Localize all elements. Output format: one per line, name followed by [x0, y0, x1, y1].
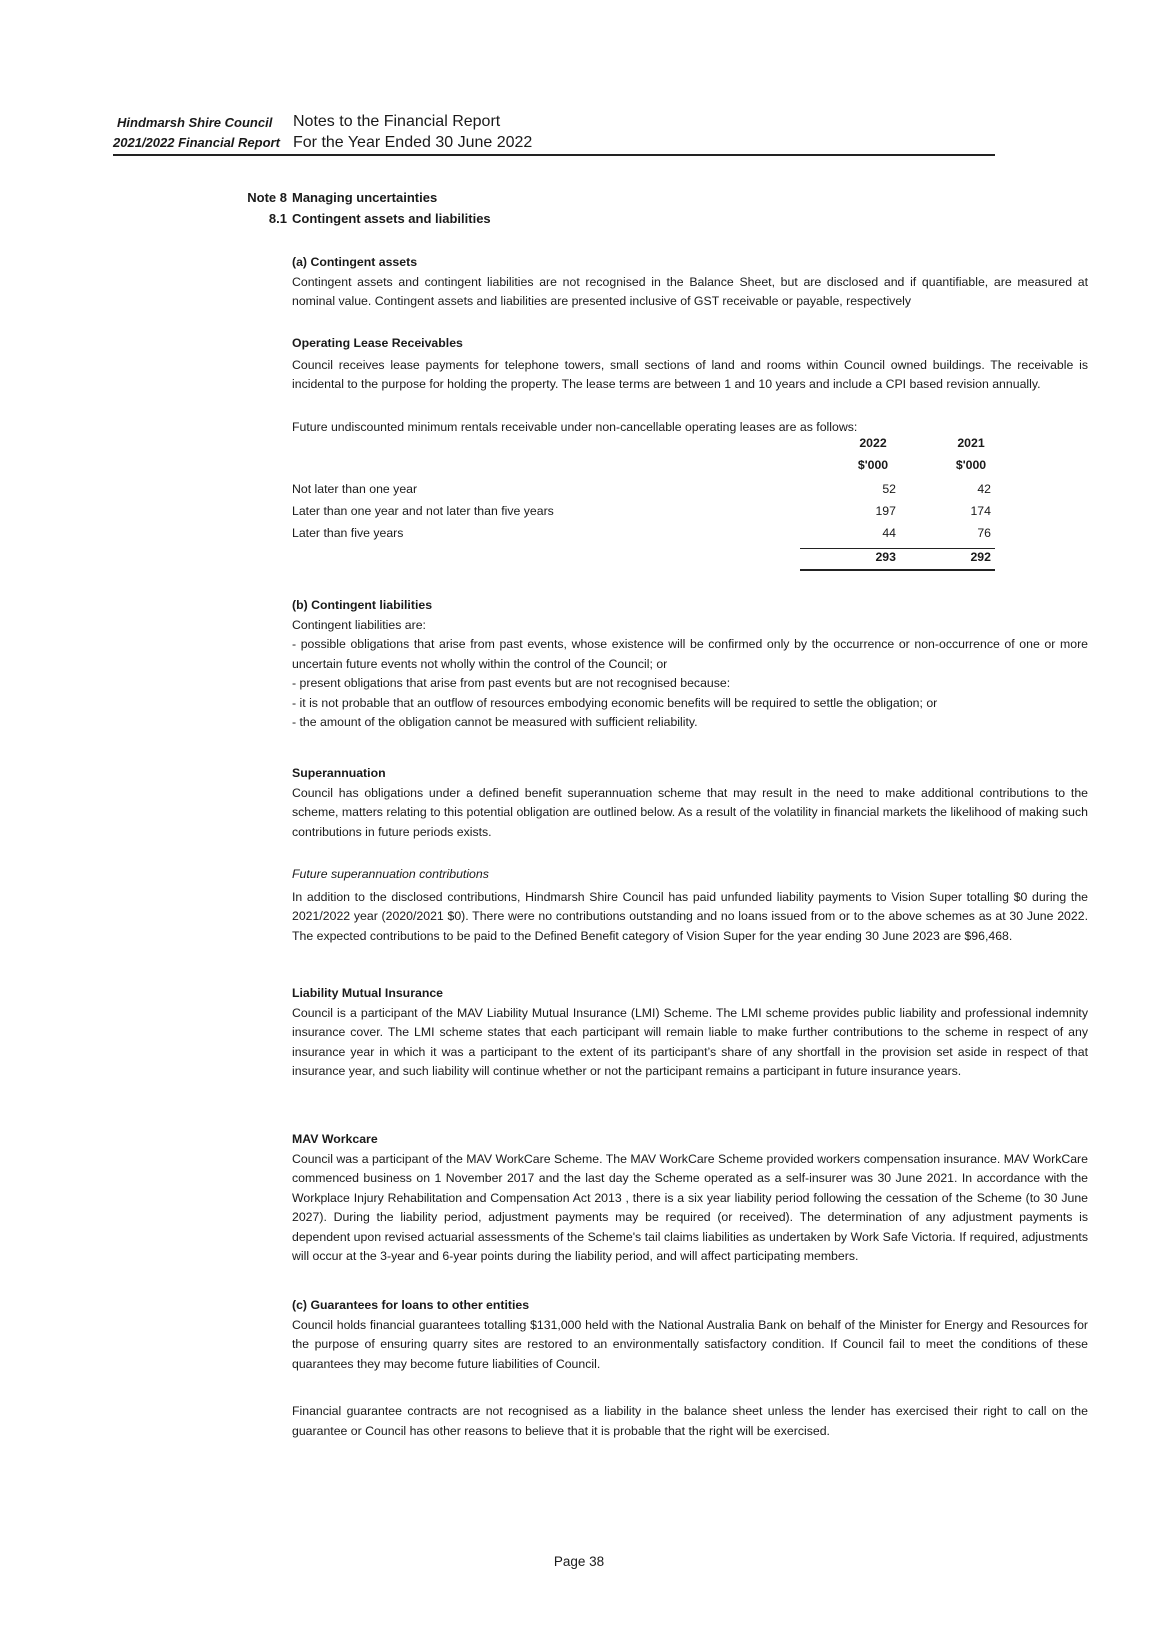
- row-label: Later than one year and not later than five years: [292, 504, 554, 518]
- contingent-liabilities-bullet: - possible obligations that arise from past events, whose existence will be confirmed only by the occurrence or non-occurrence of one or more uncertain future events not wholly within the control of the Council; or: [292, 637, 1088, 671]
- header-report: 2021/2022 Financial Report: [113, 135, 280, 150]
- sub-note-title: Contingent assets and liabilities: [292, 211, 491, 226]
- future-super-heading: Future superannuation contributions: [292, 867, 489, 881]
- contingent-liabilities-bullet: - it is not probable that an outflow of resources embodying economic benefits will be required to settle the obligation; or: [292, 695, 938, 710]
- operating-lease-heading: Operating Lease Receivables: [292, 336, 463, 350]
- guarantees-text: Council holds financial guarantees totalling $131,000 held with the National Australia Bank on behalf of the Minister for Energy and Resources for the purpose of ensuring quarry sites are restored to an environmentally satisfactory condition. If Council fail to meet the conditions of these quarantees they may become future liabilities of Council.: [292, 1317, 1088, 1371]
- row-value-2021: 42: [977, 482, 991, 496]
- row-label: Later than five years: [292, 526, 404, 540]
- row-value-2022: 44: [882, 526, 896, 540]
- workcare-section: [292, 1130, 1088, 1267]
- operating-lease-text: Council receives lease payments for telephone towers, small sections of land and rooms within Council owned buildings. The receivable is incidental to the purpose for holding the property. The lease terms are between 1 and 10 years and include a CPI based revision annually.: [292, 357, 1088, 391]
- contingent-liabilities-section: [292, 596, 1088, 733]
- superannuation-heading: Superannuation: [292, 766, 386, 780]
- contingent-liabilities-intro: Contingent liabilities are:: [292, 617, 426, 632]
- header-title: Notes to the Financial Report: [293, 113, 501, 130]
- workcare-text: Council was a participant of the MAV WorkCare Scheme. The MAV WorkCare Scheme provided workers compensation insurance. MAV WorkCare commenced business on 1 November 2017 and the last day the Scheme operated as a self-insurer was 30 June 2021. In accordance with the Workplace Injury Rehabilitation and Compensation Act 2013 , there is a six year liability period following the cessation of the Scheme (to 30 June 2027). During the liability period, adjustment payments may be required (or received). The determination of any adjustment payments is dependent upon revised actuarial assessments of the Scheme's tail claims liabilities as undertaken by Work Safe Victoria. If required, adjustments will occur at the 3-year and 6-year points during the liability period, and will affect participating members.: [292, 1151, 1088, 1263]
- row-value-2021: 174: [970, 504, 991, 518]
- row-value-2022: 197: [875, 504, 896, 518]
- contingent-liabilities-heading: (b) Contingent liabilities: [292, 598, 433, 612]
- row-label: Not later than one year: [292, 482, 418, 496]
- row-value-2021: 76: [977, 526, 991, 540]
- header-org: Hindmarsh Shire Council: [117, 115, 273, 130]
- contingent-assets-heading: (a) Contingent assets: [292, 255, 418, 269]
- guarantees-section: [292, 1296, 1088, 1374]
- guarantees-heading: (c) Guarantees for loans to other entities: [292, 1298, 530, 1312]
- table-total-row: [292, 550, 996, 570]
- superannuation-text: Council has obligations under a defined benefit superannuation scheme that may result in the need to make additional contributions to the scheme, matters relating to this potential obligation are outlined below. As a result of the volatility in financial markets the likelihood of making such contributions in future periods exists.: [292, 785, 1088, 839]
- contingent-assets-text: Contingent assets and contingent liabilities are not recognised in the Balance Sheet, but are disclosed and if quantifiable, are measured at nominal value. Contingent assets and liabilities are presented inclusive of GST receivable or payable, respectively: [292, 274, 1088, 308]
- contingent-assets-section: [292, 253, 1088, 312]
- table-total-rule-bottom: [800, 569, 995, 571]
- workcare-heading: MAV Workcare: [292, 1132, 378, 1146]
- lmi-heading: Liability Mutual Insurance: [292, 986, 444, 1000]
- note-number: Note 8: [247, 190, 287, 205]
- row-value-2022: 52: [882, 482, 896, 496]
- future-super-text: In addition to the disclosed contributions, Hindmarsh Shire Council has paid unfunded liability payments to Vision Super totalling $0 during the 2021/2022 year (2020/2021 $0). There were no contributions outstanding and no loans issued from or to the above schemes as at 30 June 2022. The expected contributions to be paid to the Defined Benefit category of Vision Super for the year ending 30 June 2023 are $96,468.: [292, 889, 1088, 943]
- total-2021: 292: [970, 550, 991, 564]
- guarantees-text-2: Financial guarantee contracts are not recognised as a liability in the balance sheet unless the lender has exercised their right to call on the guarantee or Council has other reasons to believe that it is probable that the right will be exercised.: [292, 1404, 1088, 1438]
- contingent-liabilities-bullet: - the amount of the obligation cannot be measured with sufficient reliability.: [292, 715, 698, 729]
- superannuation-section: [292, 764, 1088, 842]
- lmi-section: [292, 984, 1088, 1082]
- table-row: [292, 504, 996, 524]
- total-2022: 293: [875, 550, 896, 564]
- operating-lease-section: [292, 334, 1088, 395]
- page-number: Page 38: [553, 1554, 605, 1569]
- col-2021-year: 2021: [957, 436, 985, 450]
- col-2021-unit: $'000: [955, 458, 987, 472]
- table-total-rule-top: [800, 548, 995, 549]
- header-subtitle: For the Year Ended 30 June 2022: [293, 134, 533, 151]
- col-2022-year: 2022: [859, 436, 887, 450]
- col-2022-unit: $'000: [857, 458, 889, 472]
- table-row: [292, 526, 996, 546]
- lmi-text: Council is a participant of the MAV Liability Mutual Insurance (LMI) Scheme. The LMI scheme provides public liability and professional indemnity insurance cover. The LMI scheme states that each participant will remain liable to make further contributions to the scheme in respect of any insurance year in which it was a participant to the extent of its participant’s share of any shortfall in the provision set aside in respect of that insurance year, and such liability will continue whether or not the participant remains a participant in future insurance years.: [292, 1005, 1088, 1078]
- future-super-section: [292, 865, 1088, 946]
- table-row: [292, 482, 996, 502]
- operating-lease-intro: Future undiscounted minimum rentals receivable under non-cancellable operating leases are as follows:: [292, 420, 858, 434]
- contingent-liabilities-bullet: - present obligations that arise from past events but are not recognised because:: [292, 676, 731, 690]
- note-title: Managing uncertainties: [292, 190, 438, 205]
- table-header-units: [292, 458, 996, 478]
- sub-note-number: 8.1: [268, 211, 287, 226]
- table-header-years: [292, 436, 996, 456]
- header-rule: [113, 154, 995, 156]
